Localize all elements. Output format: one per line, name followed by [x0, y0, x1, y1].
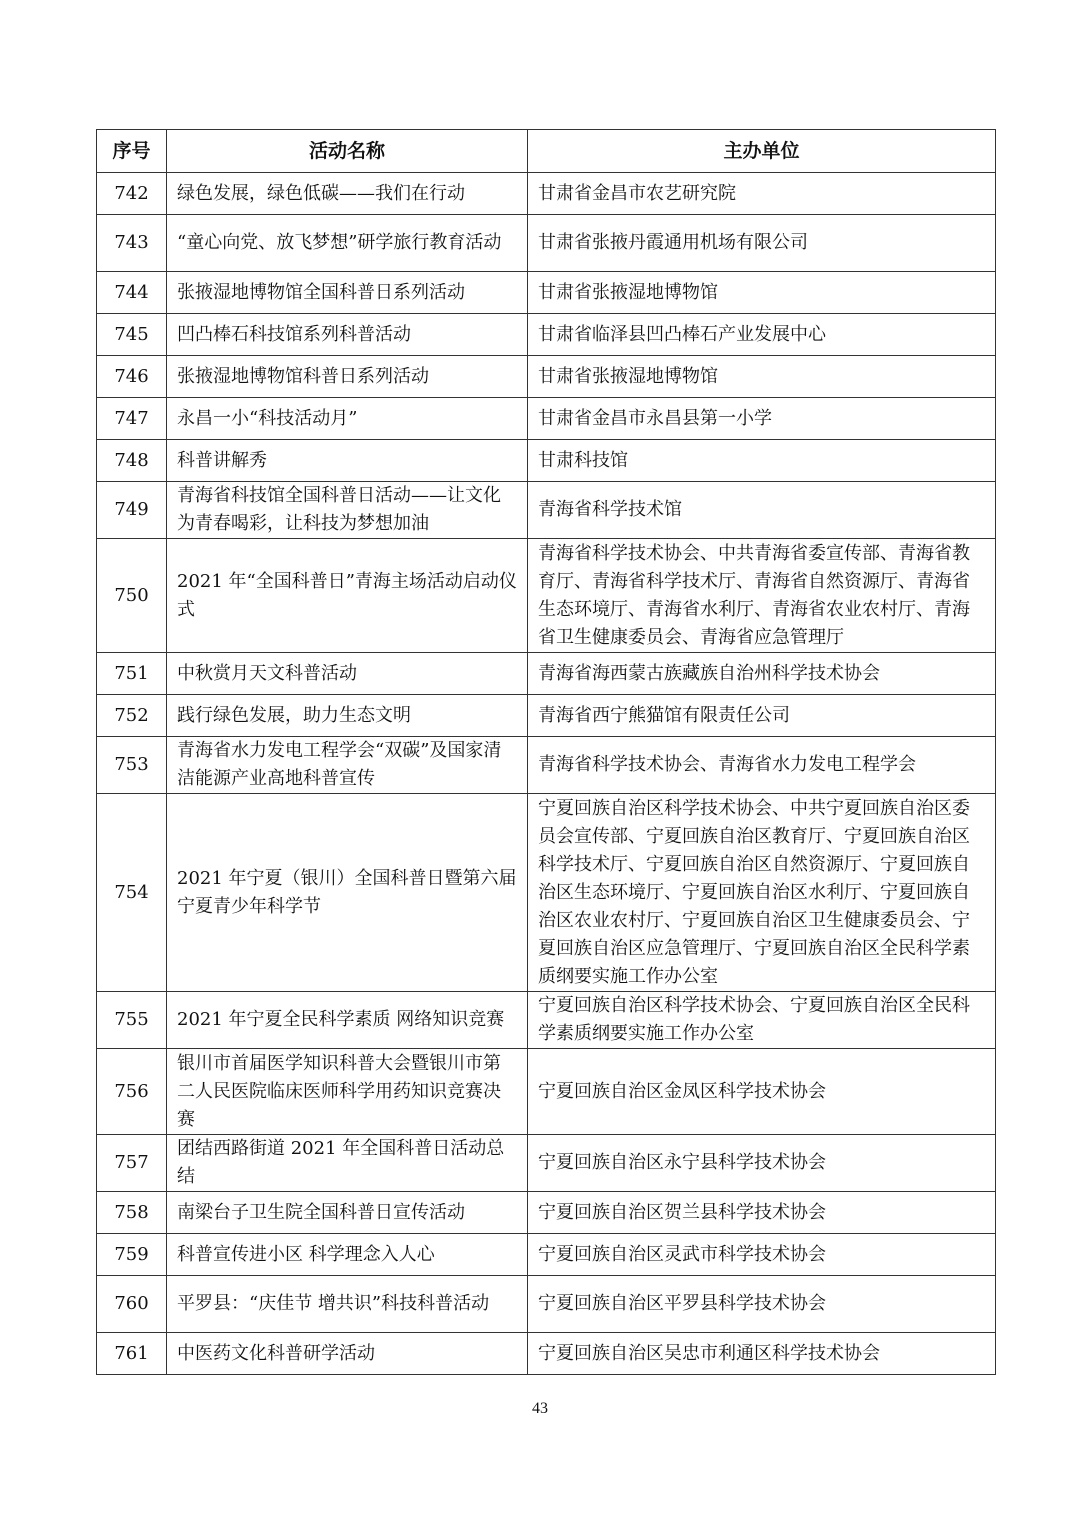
cell-activity: 科普讲解秀: [167, 440, 528, 482]
header-activity: 活动名称: [167, 130, 528, 173]
cell-no: 743: [97, 215, 167, 272]
cell-no: 747: [97, 398, 167, 440]
cell-organizer: 青海省海西蒙古族藏族自治州科学技术协会: [528, 653, 996, 695]
table-row: [97, 356, 996, 398]
cell-organizer: 宁夏回族自治区金凤区科学技术协会: [528, 1049, 996, 1135]
table-header-row: [97, 130, 996, 173]
cell-organizer: 宁夏回族自治区永宁县科学技术协会: [528, 1135, 996, 1192]
cell-no: 751: [97, 653, 167, 695]
cell-activity: 绿色发展，绿色低碳——我们在行动: [167, 173, 528, 215]
cell-activity: 平罗县：“庆佳节 增共识”科技科普活动: [167, 1276, 528, 1333]
table-row: [97, 992, 996, 1049]
table-row: [97, 737, 996, 794]
cell-no: 746: [97, 356, 167, 398]
cell-organizer: 宁夏回族自治区吴忠市利通区科学技术协会: [528, 1333, 996, 1375]
cell-activity: 青海省水力发电工程学会“双碳”及国家清洁能源产业高地科普宣传: [167, 737, 528, 794]
table-row: [97, 794, 996, 992]
cell-activity: 银川市首届医学知识科普大会暨银川市第二人民医院临床医师科学用药知识竞赛决赛: [167, 1049, 528, 1135]
cell-organizer: 甘肃省金昌市永昌县第一小学: [528, 398, 996, 440]
cell-activity: 团结西路街道 2021 年全国科普日活动总结: [167, 1135, 528, 1192]
cell-organizer: 宁夏回族自治区灵武市科学技术协会: [528, 1234, 996, 1276]
cell-activity: “童心向党、放飞梦想”研学旅行教育活动: [167, 215, 528, 272]
cell-organizer: 青海省科学技术馆: [528, 482, 996, 539]
cell-no: 759: [97, 1234, 167, 1276]
table-row: [97, 1135, 996, 1192]
cell-no: 753: [97, 737, 167, 794]
cell-organizer: 甘肃省金昌市农艺研究院: [528, 173, 996, 215]
cell-activity: 2021 年宁夏（银川）全国科普日暨第六届 宁夏青少年科学节: [167, 794, 528, 992]
cell-no: 757: [97, 1135, 167, 1192]
cell-no: 761: [97, 1333, 167, 1375]
cell-activity: 践行绿色发展，助力生态文明: [167, 695, 528, 737]
activity-table: [96, 129, 996, 1375]
cell-no: 749: [97, 482, 167, 539]
table-row: [97, 440, 996, 482]
table-row: [97, 1276, 996, 1333]
cell-activity: 张掖湿地博物馆全国科普日系列活动: [167, 272, 528, 314]
cell-no: 760: [97, 1276, 167, 1333]
table-row: [97, 1333, 996, 1375]
cell-activity: 永昌一小“科技活动月”: [167, 398, 528, 440]
cell-no: 750: [97, 539, 167, 653]
cell-no: 742: [97, 173, 167, 215]
cell-organizer: 青海省西宁熊猫馆有限责任公司: [528, 695, 996, 737]
header-no: 序号: [97, 130, 167, 173]
cell-organizer: 甘肃省张掖湿地博物馆: [528, 356, 996, 398]
cell-organizer: 宁夏回族自治区平罗县科学技术协会: [528, 1276, 996, 1333]
table-row: [97, 173, 996, 215]
table-row: [97, 653, 996, 695]
table-row: [97, 272, 996, 314]
cell-organizer: 青海省科学技术协会、中共青海省委宣传部、青海省教育厅、青海省科学技术厅、青海省自然资源厅、青海省生态环境厅、青海省水利厅、青海省农业农村厅、青海省卫生健康委员会、青海省应急管理厅: [528, 539, 996, 653]
cell-organizer: 甘肃省临泽县凹凸棒石产业发展中心: [528, 314, 996, 356]
cell-organizer: 宁夏回族自治区科学技术协会、宁夏回族自治区全民科学素质纲要实施工作办公室: [528, 992, 996, 1049]
table-row: [97, 1049, 996, 1135]
cell-activity: 中医药文化科普研学活动: [167, 1333, 528, 1375]
cell-activity: 2021 年宁夏全民科学素质 网络知识竞赛: [167, 992, 528, 1049]
cell-organizer: 甘肃省张掖湿地博物馆: [528, 272, 996, 314]
cell-no: 744: [97, 272, 167, 314]
cell-activity: 中秋赏月天文科普活动: [167, 653, 528, 695]
table-row: [97, 215, 996, 272]
header-organizer: 主办单位: [528, 130, 996, 173]
cell-organizer: 甘肃科技馆: [528, 440, 996, 482]
cell-no: 756: [97, 1049, 167, 1135]
table-row: [97, 695, 996, 737]
table-row: [97, 1192, 996, 1234]
cell-activity: 张掖湿地博物馆科普日系列活动: [167, 356, 528, 398]
cell-organizer: 宁夏回族自治区贺兰县科学技术协会: [528, 1192, 996, 1234]
cell-no: 754: [97, 794, 167, 992]
table-body: [97, 173, 996, 1375]
cell-no: 758: [97, 1192, 167, 1234]
cell-activity: 2021 年“全国科普日”青海主场活动启动仪式: [167, 539, 528, 653]
cell-activity: 南梁台子卫生院全国科普日宣传活动: [167, 1192, 528, 1234]
cell-no: 752: [97, 695, 167, 737]
table-row: [97, 314, 996, 356]
cell-no: 748: [97, 440, 167, 482]
table-row: [97, 539, 996, 653]
cell-activity: 科普宣传进小区 科学理念入人心: [167, 1234, 528, 1276]
table-row: [97, 398, 996, 440]
cell-organizer: 甘肃省张掖丹霞通用机场有限公司: [528, 215, 996, 272]
table-row: [97, 1234, 996, 1276]
cell-activity: 青海省科技馆全国科普日活动——让文化为青春喝彩，让科技为梦想加油: [167, 482, 528, 539]
page-number: 43: [532, 1400, 548, 1417]
cell-no: 755: [97, 992, 167, 1049]
table-row: [97, 482, 996, 539]
cell-no: 745: [97, 314, 167, 356]
cell-activity: 凹凸棒石科技馆系列科普活动: [167, 314, 528, 356]
cell-organizer: 青海省科学技术协会、青海省水力发电工程学会: [528, 737, 996, 794]
cell-organizer: 宁夏回族自治区科学技术协会、中共宁夏回族自治区委员会宣传部、宁夏回族自治区教育厅、宁夏回族自治区科学技术厅、宁夏回族自治区自然资源厅、宁夏回族自治区生态环境厅、宁夏回族自治区水利厅、宁夏回族自治区农业农村厅、宁夏回族自治区卫生健康委员会、宁夏回族自治区应急管理厅、宁夏回族自治区全民科学素质纲要实施工作办公室: [528, 794, 996, 992]
